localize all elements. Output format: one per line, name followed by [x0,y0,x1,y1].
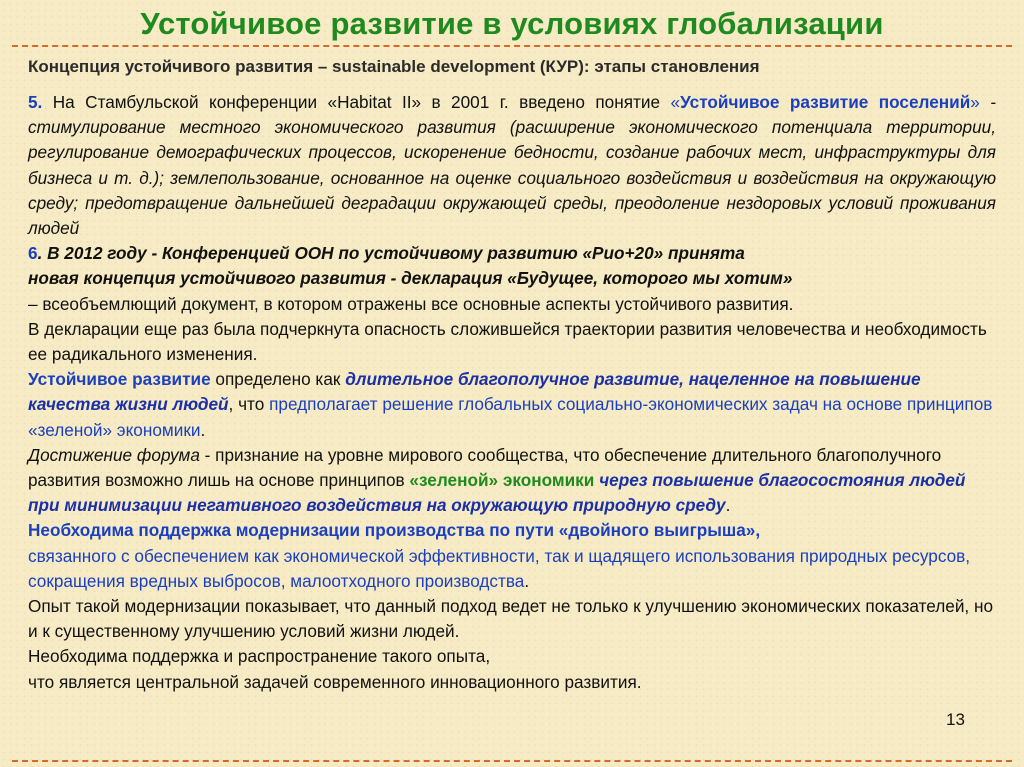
item-number-5: 5. [28,92,43,112]
p8-lead: Достижение форума [28,444,200,465]
p6-text-2: В декларации еще раз была подчеркнута опасность сложившейся траектории развития человечества и необходимость ее радикального изменения. [28,318,987,365]
p5-text-1: На Стамбульской конференции «Habitat II» в 2001 г. введено понятие [42,92,671,112]
slide-body [28,90,996,695]
title-divider [12,45,1012,47]
p9-text-2: связанного с обеспечением как экономической эффективности, так и щадящего использования природных ресурсов, сокращения вредных выбросов, малоотходного производства [28,545,971,591]
p8-text-1: - признание на уровне мирового сообщества, что обеспечение длительного благополучного развития возможно лишь на основе принципов [28,444,942,491]
paragraph-9 [28,518,996,594]
p9-text-3: . [524,570,530,591]
slide-title: Устойчивое развитие в условиях глобализации [140,6,884,41]
p6-line-2: новая концепция устойчивого развития - декларация «Будущее, которого мы хотим» [28,268,793,289]
p7-text-4: . [200,419,206,440]
paragraph-11-line-1: Необходима поддержка и распространение такого опыта, [28,646,491,667]
paragraph-5 [28,90,996,241]
bottom-divider [12,760,1012,762]
p9-text-1: Необходима поддержка модернизации производства по пути «двойного выигрыша», [28,520,761,541]
p8-text-2: через повышение благосостояния людей при минимизации негативного воздействия на окружающую природную среду [28,470,966,516]
p8-text-3: . [725,495,731,516]
slide-subtitle: Концепция устойчивого развития – sustainable development (КУР): этапы становления [28,57,760,76]
p8-green-economy: «зеленой» экономики [409,470,595,491]
p7-definition: длительное благополучное развитие, нацеленное на повышение качества жизни людей [28,369,921,415]
p6-text-1: – всеобъемлющий документ, в котором отражены все основные аспекты устойчивого развития. [28,293,794,314]
p5-term: Устойчивое развитие поселений [680,92,971,112]
paragraph-6 [28,241,996,367]
paragraph-7 [28,367,996,443]
p7-term: Устойчивое развитие [28,369,211,390]
paragraph-10: Опыт такой модернизации показывает, что данный подход ведет не только к улучшению экономических показателей, но и к существенному улучшению условий жизни людей. [28,596,994,642]
p5-text-2: - стимулирование местного экономического развития (расширение экономического потенциала территории, регулирование демографических процессов, искоренение бедности, создание рабочих мест, инфраструктуры для бизнеса и т. д.); землепользование, основанное на оценке социального воздействия и воздействия на окружающую среду; предотвращение дальнейшей деградации окружающей среды, преодоление нездоровых условий проживания людей [28,92,997,239]
p6-line-1: . В 2012 году - Конференцией ООН по устойчивому развитию «Рио+20» принята [37,243,745,264]
p5-quote-open: « [670,92,681,112]
paragraph-11-line-2: что является центральной задачей современного инновационного развития. [28,671,642,692]
p7-text-2: , что [228,394,270,415]
page-number: 13 [946,710,965,729]
p7-text-3: предполагает решение глобальных социально-экономических задач на основе принципов «зеленой» экономики [28,394,993,440]
p7-text-1: определено как [210,369,346,390]
paragraph-8 [28,443,996,519]
item-number-6: 6 [28,243,38,264]
p5-quote-close: » [970,92,980,112]
